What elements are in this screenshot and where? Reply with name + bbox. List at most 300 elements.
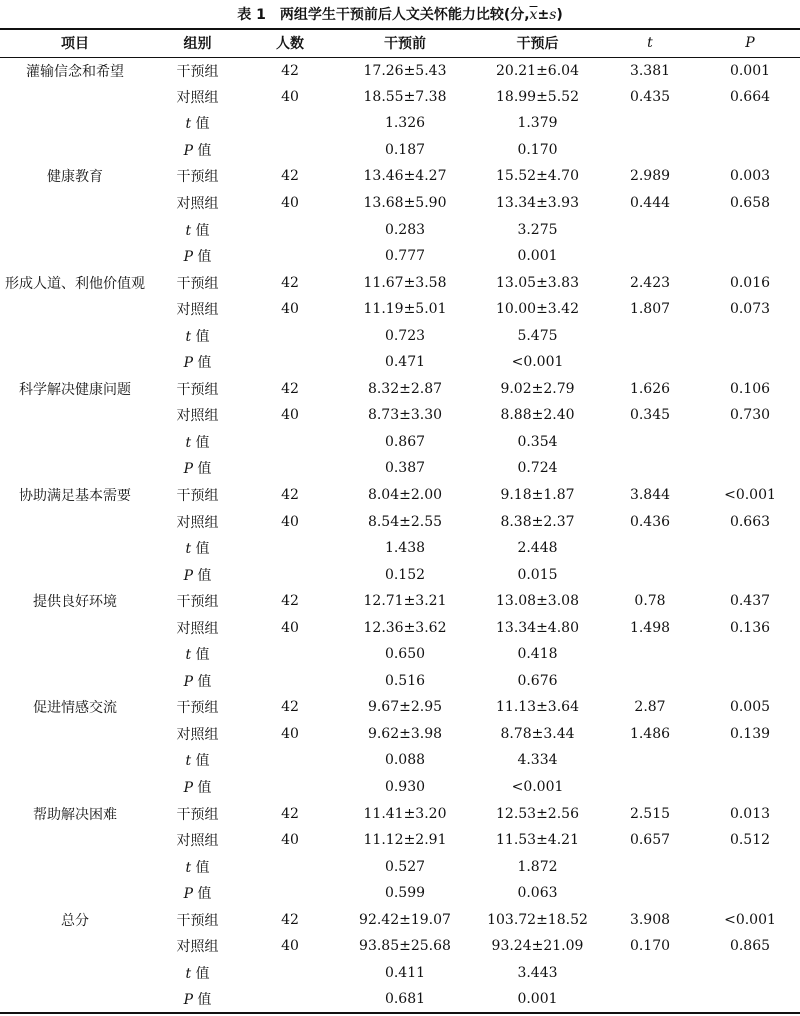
t-value-empty [600, 137, 700, 164]
count-value-empty [245, 668, 335, 695]
before-p-value: 0.777 [384, 248, 426, 265]
t-value-empty [600, 535, 700, 562]
count-value-empty [245, 137, 335, 164]
t-stat-label [150, 853, 245, 880]
stat-symbol: P [183, 886, 193, 903]
p-value: 0.663 [729, 513, 771, 530]
stat-symbol: P [183, 567, 193, 584]
p-stat-label [150, 455, 245, 482]
p-value: 0.730 [729, 407, 771, 424]
item-name-empty [0, 296, 150, 323]
before-p-value: 0.387 [384, 460, 426, 477]
item-name-empty [0, 880, 150, 907]
table-row [0, 641, 800, 668]
stat-suffix: 值 [192, 461, 212, 478]
p-value-empty [700, 216, 800, 243]
item-name-empty [0, 561, 150, 588]
item-name: 提供良好环境 [33, 594, 117, 611]
t-value-empty [600, 853, 700, 880]
stat-suffix: 值 [192, 249, 212, 266]
group-label: 对照组 [176, 408, 219, 425]
table-row [0, 774, 800, 801]
p-value-empty [700, 535, 800, 562]
count-value-empty [245, 243, 335, 270]
header-before: 干预前 [335, 29, 475, 57]
p-value-empty [700, 429, 800, 456]
t-value: 2.423 [629, 274, 671, 291]
group-label: 对照组 [176, 620, 219, 637]
stat-suffix: 值 [192, 142, 212, 159]
count-value: 42 [281, 62, 299, 79]
after-p-value: 0.170 [517, 141, 558, 158]
stat-symbol: t [185, 647, 192, 664]
before-value: 93.85±25.68 [359, 938, 451, 955]
t-value-empty [600, 747, 700, 774]
table-row [0, 57, 800, 84]
stat-suffix: 值 [192, 991, 212, 1008]
item-name-empty [0, 349, 150, 376]
count-value: 42 [281, 274, 299, 291]
p-value-empty [700, 455, 800, 482]
count-value-empty [245, 774, 335, 801]
stat-symbol: P [183, 991, 193, 1008]
after-p-value: <0.001 [511, 779, 564, 796]
stat-suffix: 值 [192, 780, 212, 797]
stat-suffix: 值 [191, 647, 210, 664]
before-t-value: 0.723 [384, 327, 426, 344]
table-row [0, 163, 800, 190]
before-t-value: 0.527 [384, 858, 426, 875]
table-row [0, 482, 800, 509]
after-t-value: 0.354 [517, 433, 558, 450]
p-value-empty [700, 986, 800, 1013]
item-name-empty [0, 137, 150, 164]
stat-symbol: P [183, 780, 193, 797]
before-p-value: 0.681 [335, 986, 475, 1013]
t-stat-label [150, 641, 245, 668]
count-value: 42 [281, 805, 299, 822]
item-name-empty [0, 827, 150, 854]
t-value: 0.345 [629, 407, 671, 424]
t-value: 3.844 [629, 487, 671, 504]
p-stat-label [150, 986, 245, 1013]
count-value: 42 [281, 487, 299, 504]
item-name-empty [0, 668, 150, 695]
table-row [0, 322, 800, 349]
after-value: 10.00±3.42 [496, 301, 579, 318]
after-value: 13.34±4.80 [496, 619, 579, 636]
before-value: 18.55±7.38 [363, 88, 447, 105]
group-label: 干预组 [176, 806, 219, 823]
stat-suffix: 值 [192, 673, 212, 690]
count-value: 42 [281, 911, 299, 928]
before-p-value: 0.930 [384, 779, 426, 796]
table-row [0, 668, 800, 695]
item-name-empty [0, 402, 150, 429]
after-value: 13.05±3.83 [496, 274, 579, 291]
t-value: 2.515 [629, 805, 671, 822]
p-stat-label [150, 561, 245, 588]
table-row [0, 402, 800, 429]
table-row [0, 508, 800, 535]
count-value-empty [245, 349, 335, 376]
header-count: 人数 [245, 29, 335, 57]
before-p-value: 0.471 [384, 354, 426, 371]
before-p-value: 0.516 [384, 672, 426, 689]
count-value: 42 [281, 380, 299, 397]
caption-pm-symbol: ± [537, 7, 550, 23]
t-value-empty [600, 322, 700, 349]
after-value: 9.02±2.79 [500, 380, 575, 397]
before-p-value: 0.152 [384, 566, 426, 583]
count-value: 40 [281, 938, 299, 955]
before-value: 8.32±2.87 [367, 380, 443, 397]
p-value-empty [700, 747, 800, 774]
item-name: 形成人道、利他价值观 [5, 275, 145, 292]
p-value-empty [700, 880, 800, 907]
table-header-row [0, 29, 800, 57]
header-item: 项目 [0, 29, 150, 57]
count-value-empty [245, 986, 335, 1013]
table-row [0, 614, 800, 641]
item-name: 健康教育 [47, 169, 103, 186]
p-value: 0.005 [729, 699, 771, 716]
count-value-empty [245, 853, 335, 880]
table-number: 表 1 [237, 7, 266, 23]
t-value: 0.444 [629, 195, 671, 211]
table-row [0, 800, 800, 827]
count-value: 40 [281, 407, 299, 424]
table-row [0, 110, 800, 137]
t-value: 0.657 [629, 832, 671, 849]
table-row [0, 933, 800, 960]
stat-suffix: 值 [191, 328, 210, 345]
before-value: 11.12±2.91 [363, 832, 447, 849]
table-row [0, 853, 800, 880]
count-value: 42 [281, 699, 299, 716]
after-t-value: 0.418 [517, 646, 558, 663]
count-value-empty [245, 641, 335, 668]
item-name-empty [0, 322, 150, 349]
t-value-empty [600, 243, 700, 270]
table-row [0, 694, 800, 721]
item-name-empty [0, 190, 150, 217]
t-value: 1.626 [629, 380, 671, 397]
after-value: 15.52±4.70 [496, 168, 579, 185]
group-label: 对照组 [176, 196, 219, 212]
item-name-empty [0, 455, 150, 482]
group-label: 对照组 [176, 514, 219, 531]
item-name-empty [0, 84, 150, 111]
after-value: 13.34±3.93 [496, 195, 579, 211]
p-stat-label [150, 137, 245, 164]
count-value: 42 [281, 593, 299, 610]
after-p-value: 0.063 [517, 885, 558, 902]
t-value-empty [600, 110, 700, 137]
before-value: 11.67±3.58 [363, 274, 447, 291]
count-value-empty [245, 322, 335, 349]
item-name-empty [0, 747, 150, 774]
before-value: 13.68±5.90 [363, 195, 447, 211]
t-stat-label [150, 535, 245, 562]
stat-symbol: t [185, 541, 192, 558]
item-name-empty [0, 110, 150, 137]
table-row [0, 747, 800, 774]
after-value: 9.18±1.87 [500, 487, 575, 504]
stat-symbol: P [183, 249, 193, 266]
count-value-empty [245, 535, 335, 562]
item-name: 促进情感交流 [33, 700, 117, 717]
p-stat-label [150, 880, 245, 907]
count-value-empty [245, 455, 335, 482]
before-value: 17.26±5.43 [363, 62, 447, 79]
stat-suffix: 值 [191, 859, 210, 876]
caption-sd-symbol: s [549, 7, 557, 23]
t-stat-label [150, 747, 245, 774]
t-value-empty [600, 561, 700, 588]
group-label: 对照组 [176, 302, 219, 319]
before-value: 8.54±2.55 [367, 513, 443, 530]
t-stat-label [150, 216, 245, 243]
p-value-empty [700, 960, 800, 987]
stat-symbol: P [183, 673, 193, 690]
stat-suffix: 值 [192, 886, 212, 903]
group-label: 对照组 [176, 833, 219, 850]
after-t-value: 3.275 [517, 221, 558, 238]
before-value: 12.71±3.21 [363, 593, 447, 610]
count-value-empty [245, 429, 335, 456]
stat-symbol: t [185, 859, 192, 876]
table-row [0, 880, 800, 907]
item-name: 科学解决健康问题 [19, 381, 131, 398]
item-name-empty [0, 535, 150, 562]
t-value: 0.78 [634, 593, 666, 610]
before-t-value: 0.088 [384, 752, 426, 769]
after-p-value: 0.001 [517, 248, 558, 265]
p-value-empty [700, 137, 800, 164]
table-row [0, 960, 800, 987]
p-value: 0.658 [729, 195, 771, 211]
table-row [0, 349, 800, 376]
group-label: 干预组 [176, 63, 219, 80]
item-name-empty [0, 853, 150, 880]
group-label: 对照组 [176, 726, 219, 743]
comparison-table [0, 28, 800, 1014]
p-value: <0.001 [724, 487, 776, 504]
p-stat-label [150, 668, 245, 695]
item-name: 协助满足基本需要 [19, 488, 131, 505]
item-name-empty [0, 933, 150, 960]
header-after: 干预后 [475, 29, 600, 57]
caption-close: ) [556, 7, 563, 23]
p-value-empty [700, 110, 800, 137]
count-value: 42 [281, 168, 299, 185]
stat-suffix: 值 [191, 434, 210, 451]
item-name: 灌输信念和希望 [26, 63, 124, 80]
p-value-empty [700, 853, 800, 880]
p-stat-label [150, 349, 245, 376]
t-value: 0.170 [629, 938, 671, 955]
after-p-value: 0.001 [475, 986, 600, 1013]
item-name-empty [0, 429, 150, 456]
item-name-empty [0, 986, 150, 1013]
t-value-empty [600, 880, 700, 907]
after-p-value: <0.001 [511, 354, 564, 371]
stat-suffix: 值 [192, 567, 212, 584]
group-label: 干预组 [176, 912, 219, 929]
before-t-value: 0.867 [384, 433, 426, 450]
table-row [0, 84, 800, 111]
p-value: <0.001 [724, 911, 776, 928]
table-row [0, 216, 800, 243]
p-value: 0.073 [729, 301, 771, 318]
table-row [0, 907, 800, 934]
after-t-value: 5.475 [517, 327, 558, 344]
t-value-empty [600, 455, 700, 482]
item-name-empty [0, 614, 150, 641]
p-value: 0.865 [729, 938, 771, 955]
after-value: 103.72±18.52 [487, 911, 588, 928]
table-row [0, 190, 800, 217]
stat-suffix: 值 [191, 965, 210, 982]
after-value: 13.08±3.08 [496, 593, 579, 610]
stat-symbol: P [183, 142, 193, 159]
t-value: 2.87 [634, 699, 666, 716]
count-value-empty [245, 880, 335, 907]
before-value: 11.41±3.20 [363, 805, 447, 822]
t-value-empty [600, 986, 700, 1013]
p-value-empty [700, 774, 800, 801]
t-value-empty [600, 774, 700, 801]
stat-suffix: 值 [191, 116, 210, 133]
before-value: 8.04±2.00 [367, 487, 443, 504]
p-value-empty [700, 322, 800, 349]
t-value: 1.498 [629, 619, 671, 636]
group-label: 干预组 [176, 700, 219, 717]
after-t-value: 2.448 [517, 540, 558, 557]
before-value: 11.19±5.01 [363, 301, 447, 318]
group-label: 干预组 [176, 594, 219, 611]
before-t-value: 0.283 [384, 221, 426, 238]
item-name-empty [0, 960, 150, 987]
before-p-value: 0.599 [384, 885, 426, 902]
stat-symbol: t [185, 753, 192, 770]
caption-text: 两组学生干预前后人文关怀能力比较(分, [279, 7, 530, 23]
p-value: 0.106 [729, 380, 771, 397]
after-value: 8.38±2.37 [500, 513, 575, 530]
p-value-empty [700, 668, 800, 695]
count-value: 40 [281, 513, 299, 530]
group-label: 干预组 [176, 381, 219, 398]
after-value: 11.13±3.64 [496, 699, 579, 716]
stat-suffix: 值 [191, 753, 210, 770]
t-value: 2.989 [629, 168, 671, 185]
count-value: 40 [281, 195, 299, 211]
t-value: 3.908 [629, 911, 671, 928]
before-t-value: 1.326 [384, 115, 426, 132]
table-row [0, 429, 800, 456]
table-caption [0, 0, 800, 28]
stat-symbol: t [185, 434, 192, 451]
header-p: P [700, 29, 800, 57]
table-row [0, 827, 800, 854]
count-value-empty [245, 216, 335, 243]
after-value: 12.53±2.56 [496, 805, 579, 822]
p-value: 0.003 [729, 168, 771, 185]
t-value: 0.436 [629, 513, 671, 530]
table-row [0, 376, 800, 403]
p-stat-label [150, 243, 245, 270]
t-stat-label [150, 429, 245, 456]
table-row [0, 455, 800, 482]
before-value: 9.62±3.98 [367, 725, 443, 742]
before-t-value: 0.411 [384, 964, 426, 981]
count-value: 40 [281, 88, 299, 105]
after-value: 8.78±3.44 [500, 725, 575, 742]
item-name-empty [0, 774, 150, 801]
after-value: 20.21±6.04 [496, 62, 579, 79]
after-p-value: 0.015 [517, 566, 558, 583]
count-value-empty [245, 960, 335, 987]
after-value: 8.88±2.40 [500, 407, 575, 424]
after-t-value: 4.334 [517, 752, 558, 769]
before-t-value: 0.650 [384, 646, 426, 663]
group-label: 干预组 [176, 169, 219, 186]
stat-suffix: 值 [191, 541, 210, 558]
p-value: 0.437 [729, 593, 771, 610]
after-value: 11.53±4.21 [496, 832, 579, 849]
stat-suffix: 值 [192, 355, 212, 372]
p-value-empty [700, 561, 800, 588]
group-label: 干预组 [176, 275, 219, 292]
t-value: 1.486 [629, 725, 671, 742]
count-value-empty [245, 747, 335, 774]
t-value-empty [600, 668, 700, 695]
t-value-empty [600, 429, 700, 456]
table-row [0, 561, 800, 588]
group-label: 对照组 [176, 939, 219, 956]
t-value-empty [600, 349, 700, 376]
p-value-empty [700, 641, 800, 668]
t-stat-label [150, 322, 245, 349]
p-value: 0.016 [729, 274, 771, 291]
table-row [0, 243, 800, 270]
p-stat-label [150, 774, 245, 801]
after-t-value: 1.872 [517, 858, 558, 875]
after-p-value: 0.676 [517, 672, 558, 689]
stat-symbol: t [185, 222, 192, 239]
after-t-value: 1.379 [517, 115, 558, 132]
before-value: 92.42±19.07 [359, 911, 451, 928]
header-group: 组别 [150, 29, 245, 57]
item-name-empty [0, 216, 150, 243]
stat-symbol: t [185, 116, 192, 133]
p-value: 0.139 [729, 725, 771, 742]
p-value: 0.136 [729, 619, 771, 636]
p-value: 0.001 [729, 62, 771, 79]
count-value-empty [245, 110, 335, 137]
after-value: 18.99±5.52 [496, 88, 579, 105]
before-value: 9.67±2.95 [367, 699, 443, 716]
t-value-empty [600, 960, 700, 987]
count-value: 40 [281, 619, 299, 636]
p-value: 0.013 [729, 805, 771, 822]
table-body [0, 57, 800, 1013]
stat-symbol: t [185, 965, 192, 982]
item-name: 总分 [61, 912, 89, 929]
stat-symbol: P [183, 355, 193, 372]
table-row [0, 296, 800, 323]
